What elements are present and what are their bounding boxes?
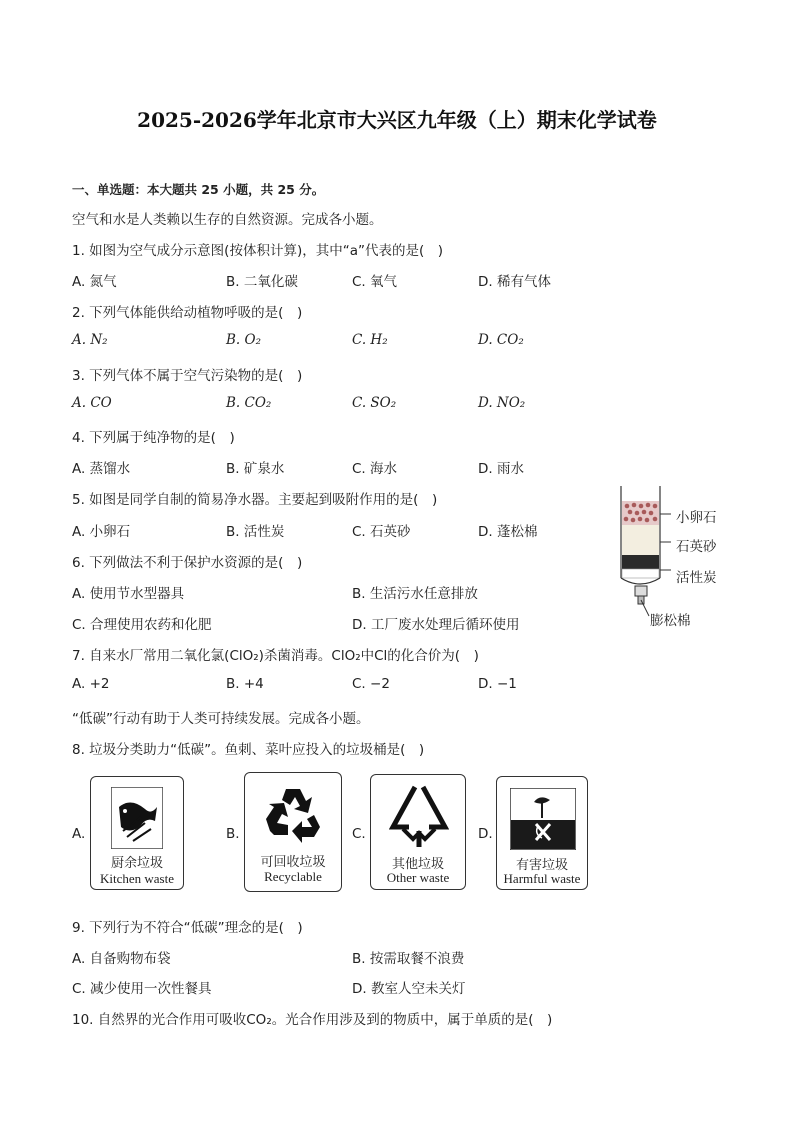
q8-letter-a: A. bbox=[72, 826, 86, 842]
label-pebbles: 小卵石 bbox=[676, 510, 717, 526]
q9-option-c: C. 减少使用一次性餐具 bbox=[72, 981, 212, 997]
q3-option-a: A. CO bbox=[72, 395, 112, 411]
activated-carbon-layer bbox=[622, 555, 659, 569]
bin-other-waste bbox=[370, 774, 466, 890]
bin-recyclable-cn: 可回收垃圾 bbox=[260, 855, 326, 870]
q3-option-d: D. NO₂ bbox=[478, 395, 526, 411]
harmful-waste-icon bbox=[510, 788, 576, 850]
q9-option-d: D. 教室人空未关灯 bbox=[352, 981, 466, 997]
q6-option-c: C. 合理使用农药和化肥 bbox=[72, 617, 212, 633]
q1-option-a: A. 氮气 bbox=[72, 274, 117, 290]
recycle-icon bbox=[262, 783, 324, 845]
q1-option-d: D. 稀有气体 bbox=[478, 274, 551, 290]
q4-stem: 4. 下列属于纯净物的是( ) bbox=[72, 430, 235, 446]
label-quartz-sand: 石英砂 bbox=[676, 539, 717, 555]
q5-option-c: C. 石英砂 bbox=[352, 524, 411, 540]
q7-option-b: B. +4 bbox=[226, 676, 264, 692]
label-cotton: 膨松棉 bbox=[650, 613, 691, 629]
bin-recyclable bbox=[244, 772, 342, 892]
cotton-layer bbox=[622, 569, 659, 578]
q4-option-c: C. 海水 bbox=[352, 461, 398, 477]
q4-option-b: B. 矿泉水 bbox=[226, 461, 285, 477]
q6-option-b: B. 生活污水任意排放 bbox=[352, 586, 478, 602]
q5-stem: 5. 如图是同学自制的简易净水器。主要起到吸附作用的是( ) bbox=[72, 492, 438, 508]
q1-stem: 1. 如图为空气成分示意图(按体积计算)，其中“a”代表的是( ) bbox=[72, 243, 443, 259]
q5-option-d: D. 蓬松棉 bbox=[478, 524, 538, 540]
q2-option-c: C. H₂ bbox=[352, 332, 388, 348]
q7-option-a: A. +2 bbox=[72, 676, 110, 692]
bin-other-cn: 其他垃圾 bbox=[391, 857, 444, 872]
q9-stem: 9. 下列行为不符合“低碳”理念的是( ) bbox=[72, 920, 303, 936]
q7-stem: 7. 自来水厂常用二氧化氯(ClO₂)杀菌消毒。ClO₂中Cl的化合价为( ) bbox=[72, 648, 479, 664]
q5-option-a: A. 小卵石 bbox=[72, 524, 131, 540]
other-waste-icon bbox=[389, 783, 449, 849]
q10-stem: 10. 自然界的光合作用可吸收CO₂。光合作用涉及到的物质中，属于单质的是( ) bbox=[72, 1012, 553, 1028]
q2-option-a: A. N₂ bbox=[72, 332, 108, 348]
label-activated-carbon: 活性炭 bbox=[676, 570, 717, 586]
q8-letter-d: D. bbox=[478, 826, 493, 842]
bin-other-en: Other waste bbox=[386, 870, 450, 885]
page-title: 2025-2026学年北京市大兴区九年级（上）期末化学试卷 bbox=[137, 108, 657, 132]
intro-text: 空气和水是人类赖以生存的自然资源。完成各小题。 bbox=[72, 212, 383, 228]
q3-stem: 3. 下列气体不属于空气污染物的是( ) bbox=[72, 368, 303, 384]
q2-option-d: D. CO₂ bbox=[478, 332, 524, 348]
q2-option-b: B. O₂ bbox=[226, 332, 261, 348]
bin-harmful-en: Harmful waste bbox=[503, 871, 581, 886]
q4-option-d: D. 雨水 bbox=[478, 461, 524, 477]
intro-text-2: “低碳”行动有助于人类可持续发展。完成各小题。 bbox=[72, 711, 370, 727]
q4-option-a: A. 蒸馏水 bbox=[72, 461, 131, 477]
q5-option-b: B. 活性炭 bbox=[226, 524, 285, 540]
q8-letter-c: C. bbox=[352, 826, 366, 842]
q7-option-c: C. −2 bbox=[352, 676, 390, 692]
q8-letter-b: B. bbox=[226, 826, 240, 842]
q9-option-a: A. 自备购物布袋 bbox=[72, 951, 171, 967]
q2-stem: 2. 下列气体能供给动植物呼吸的是( ) bbox=[72, 305, 303, 321]
section-heading: 一、单选题：本大题共 25 小题，共 25 分。 bbox=[72, 182, 325, 197]
q1-option-c: C. 氧气 bbox=[352, 274, 398, 290]
bin-kitchen-waste bbox=[90, 776, 184, 890]
q1-option-b: B. 二氧化碳 bbox=[226, 274, 298, 290]
q8-stem: 8. 垃圾分类助力“低碳”。鱼刺、菜叶应投入的垃圾桶是( ) bbox=[72, 742, 425, 758]
q3-option-b: B. CO₂ bbox=[226, 395, 272, 411]
bin-harmful-waste bbox=[496, 776, 588, 890]
bin-recyclable-en: Recyclable bbox=[264, 869, 322, 884]
bin-harmful-cn: 有害垃圾 bbox=[515, 858, 568, 873]
q6-option-a: A. 使用节水型器具 bbox=[72, 586, 185, 602]
q3-option-c: C. SO₂ bbox=[352, 395, 397, 411]
bin-kitchen-cn: 厨余垃圾 bbox=[110, 856, 163, 871]
q6-stem: 6. 下列做法不利于保护水资源的是( ) bbox=[72, 555, 303, 571]
fish-bone-icon bbox=[111, 787, 163, 849]
q9-option-b: B. 按需取餐不浪费 bbox=[352, 951, 465, 967]
q6-option-d: D. 工厂废水处理后循环使用 bbox=[352, 617, 520, 633]
bin-kitchen-en: Kitchen waste bbox=[99, 871, 174, 886]
quartz-sand-layer bbox=[622, 525, 659, 555]
q7-option-d: D. −1 bbox=[478, 676, 517, 692]
